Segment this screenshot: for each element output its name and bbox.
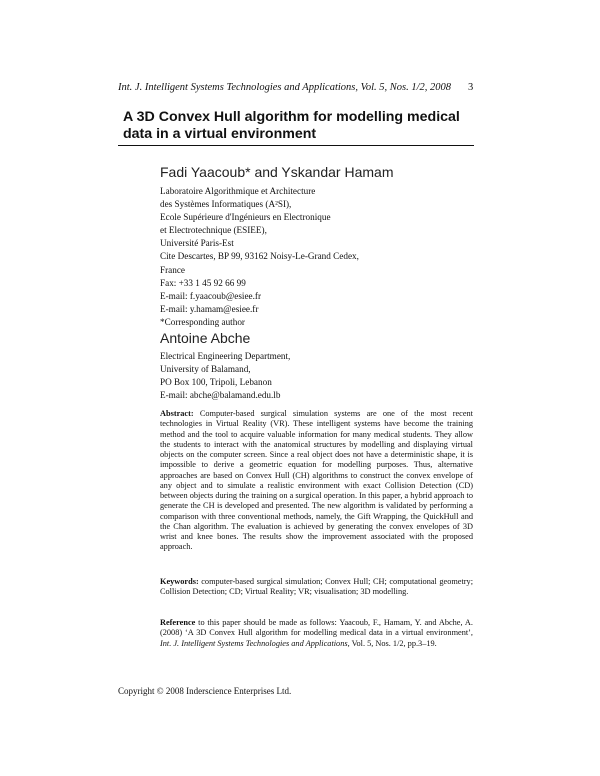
corresponding-author-note: *Corresponding author: [160, 316, 245, 327]
keywords-label: Keywords:: [160, 577, 199, 586]
reference-text: to this paper should be made as follows: Yaacoub, F., Hamam, Y. and Abche, A. (2008) ‘A 3D Convex Hull algorithm for modelling medical data in a virtual environment’,: [160, 618, 473, 638]
abstract-text: Computer-based surgical simulation systems are one of the most recent technologies in Virtual Reality (VR). These intelligent systems have become the training method and the tool to acquire valuable information for many medical students. They allow the students to interact with the anatomical structures by modelling and displaying virtual objects on the computer screen. Since a real object does not have a deterministic shape, it is impossible to derive a geometric equation for modelling purposes. Thus, alternative approaches are based on Convex Hull (CH) algorithms to construct the convex envelope of any object and to simulate a realistic environment with exact Collision Detection (CD) between objects during the training on a surgical operation. In this paper, a hybrid approach to generate the CH is developed and presented. The new algorithm is validated by performing a comparison with three conventional methods, namely, the Gift Wrapping, the QuickHull and the Chan algorithm. The evaluation is achieved by generating the convex envelopes of 3D wrist and knee bones. The results show the improvement associated with the proposed approach.: [160, 409, 473, 552]
title-line-1: A 3D Convex Hull algorithm for modelling medical: [123, 109, 460, 125]
affiliation-2: [160, 350, 480, 402]
keywords: [160, 577, 473, 598]
keywords-text: computer-based surgical simulation; Convex Hull; CH; computational geometry; Collision Detection; CD; Virtual Reality; VR; visualisation; 3D modelling.: [160, 577, 473, 597]
copyright-notice: Copyright © 2008 Inderscience Enterprises Ltd.: [118, 686, 292, 696]
affiliation-line: Université Paris-Est: [160, 238, 234, 249]
author-names-1: Fadi Yaacoub* and Yskandar Hamam: [160, 164, 394, 180]
title-line-2: data in a virtual environment: [123, 126, 317, 142]
title-rule: [118, 145, 474, 146]
affiliation-line: des Systèmes Informatiques (A²SI),: [160, 199, 292, 210]
reference: [160, 618, 473, 649]
running-head: Int. J. Intelligent Systems Technologies and Applications, Vol. 5, Nos. 1/2, 2008: [118, 82, 452, 93]
email-line: E-mail: y.hamam@esiee.fr: [160, 303, 259, 314]
affiliation-line: Electrical Engineering Department,: [160, 351, 291, 361]
reference-journal: Int. J. Intelligent Systems Technologies and Applications: [160, 638, 348, 648]
affiliation-line: et Electrotechnique (ESIEE),: [160, 225, 267, 236]
affiliation-line: Cite Descartes, BP 99, 93162 Noisy-Le-Grand Cedex,: [160, 251, 359, 262]
reference-label: Reference: [160, 618, 196, 627]
affiliation-line: Fax: +33 1 45 92 66 99: [160, 277, 246, 288]
affiliation-1: [160, 185, 480, 329]
email-line: E-mail: abche@balamand.edu.lb: [160, 390, 281, 401]
affiliation-line: PO Box 100, Tripoli, Lebanon: [160, 377, 272, 388]
page-number: 3: [468, 82, 474, 93]
abstract-label: Abstract:: [160, 409, 194, 418]
affiliation-line: University of Balamand,: [160, 364, 251, 375]
abstract: [160, 409, 473, 553]
affiliation-line: Laboratoire Algorithmique et Architecture: [160, 186, 316, 196]
author-names-2: Antoine Abche: [160, 330, 251, 346]
paper-title: [123, 109, 478, 143]
affiliation-line: France: [160, 264, 185, 275]
email-line: E-mail: f.yaacoub@esiee.fr: [160, 290, 262, 301]
affiliation-line: Ecole Supérieure d'Ingénieurs en Electronique: [160, 212, 331, 223]
reference-volume: , Vol. 5, Nos. 1/2, pp.3–19.: [347, 638, 437, 648]
